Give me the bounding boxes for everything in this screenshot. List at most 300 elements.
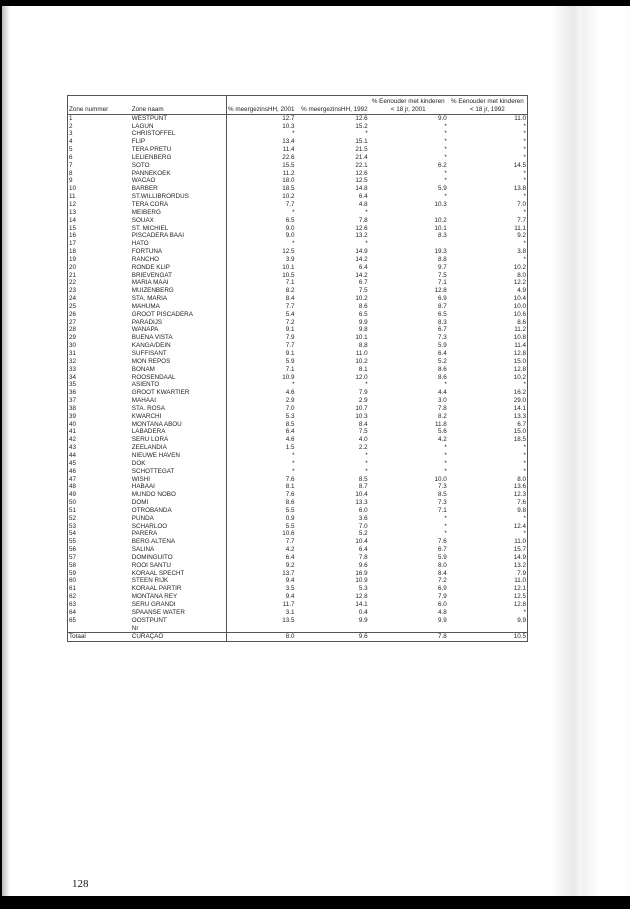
cell-meergezins-1992: 10.7 xyxy=(355,404,368,412)
cell-meergezins-2001: 1.5 xyxy=(285,444,295,452)
header-zone-naam: Zone naam xyxy=(131,96,226,115)
cell-eenouder-2001: * xyxy=(444,530,447,538)
cell-meergezins-1992: 10.3 xyxy=(355,412,368,420)
cell-meergezins-2001: 13.4 xyxy=(282,138,295,146)
cell-eenouder-2001: 7.1 xyxy=(438,279,447,287)
cell-zone-name: ZEELANDIA xyxy=(131,444,226,452)
cell-eenouder-2001: * xyxy=(444,459,447,467)
cell-eenouder-1992: * xyxy=(523,530,526,538)
cell-eenouder-2001: 6.2 xyxy=(438,161,447,169)
cell-meergezins-2001: 0.9 xyxy=(285,514,295,522)
header-eenouder-1992-line1: % Eenouder met kinderen xyxy=(450,98,524,105)
table-row xyxy=(68,625,528,633)
table-row xyxy=(68,366,528,374)
cell-meergezins-2001: 4.6 xyxy=(285,389,295,397)
cell-eenouder-2001: 9.0 xyxy=(438,114,447,122)
table-row xyxy=(68,311,528,319)
cell-zone-name: LABADERA xyxy=(131,428,226,436)
cell-zone-name: BUENA VISTA xyxy=(131,334,226,342)
header-meergezins-1992: % meergezinsHH, 1992 xyxy=(296,96,369,115)
cell-eenouder-1992: * xyxy=(523,122,526,130)
table-row xyxy=(68,154,528,162)
page-edge-strip xyxy=(582,6,630,896)
cell-zone-name: SALINA xyxy=(131,546,226,554)
cell-zone-name: TERA PRETU xyxy=(131,146,226,154)
cell-zone-name: KANGA/DEIN xyxy=(131,342,226,350)
page-shadow-right xyxy=(552,6,582,896)
cell-zone-name: BERG ALTENA xyxy=(131,538,226,546)
table-row xyxy=(68,185,528,193)
cell-zone-number: 43 xyxy=(69,444,77,452)
cell-meergezins-2001: 13.7 xyxy=(282,569,295,577)
cell-eenouder-1992: 14.9 xyxy=(513,553,526,561)
cell-meergezins-1992: 8.6 xyxy=(358,302,368,310)
cell-eenouder-1992: * xyxy=(523,240,526,248)
cell-eenouder-1992: 13.2 xyxy=(513,561,526,569)
cell-meergezins-2001: 7.6 xyxy=(285,475,295,483)
cell-eenouder-1992: 9.2 xyxy=(517,232,526,240)
cell-eenouder-1992: 18.5 xyxy=(513,436,526,444)
cell-zone-name: DOK xyxy=(131,460,226,468)
cell-meergezins-2001: 11.2 xyxy=(282,169,295,177)
cell-zone-name: PARERA xyxy=(131,530,226,538)
cell-eenouder-2001: 7.8 xyxy=(438,404,447,412)
cell-meergezins-1992: 21.4 xyxy=(355,153,368,161)
cell-eenouder-2001 xyxy=(369,240,448,248)
cell-eenouder-1992: 13.3 xyxy=(513,412,526,420)
cell-zone-number: 32 xyxy=(69,357,77,365)
cell-zone-number: 31 xyxy=(69,350,77,357)
cell-meergezins-1992: 11.0 xyxy=(355,350,368,357)
cell-zone-number: 30 xyxy=(69,342,77,350)
cell-eenouder-2001: 8.3 xyxy=(438,232,447,240)
cell-zone-name: WISHI xyxy=(131,476,226,484)
cell-meergezins-1992: 5.3 xyxy=(358,585,368,593)
header-eenouder-1992-line2: < 18 jr, 1992 xyxy=(469,105,505,113)
table-row xyxy=(68,421,528,429)
table-row xyxy=(68,389,528,397)
cell-eenouder-2001: * xyxy=(444,169,447,177)
cell-zone-name: MON REPOS xyxy=(131,358,226,366)
total-v3: 7.8 xyxy=(369,633,448,642)
header-meergezins-2001: % meergezinsHH, 2001 xyxy=(226,96,295,115)
cell-zone-number: 38 xyxy=(69,404,77,412)
cell-meergezins-1992: 14.2 xyxy=(355,271,368,279)
cell-eenouder-2001 xyxy=(369,625,448,633)
cell-meergezins-1992: 14.2 xyxy=(355,255,368,263)
cell-zone-number: 28 xyxy=(69,326,77,334)
cell-eenouder-2001 xyxy=(369,209,448,217)
cell-meergezins-2001: 11.7 xyxy=(282,601,295,608)
cell-eenouder-2001: * xyxy=(444,153,447,161)
cell-zone-number: 33 xyxy=(69,365,77,373)
cell-meergezins-1992: 12.0 xyxy=(355,373,368,381)
cell-eenouder-2001: 7.6 xyxy=(438,538,447,546)
cell-zone-name: SERU LORA xyxy=(131,436,226,444)
cell-meergezins-1992: 6.4 xyxy=(358,546,368,554)
cell-zone-number: 4 xyxy=(69,138,73,146)
table-row xyxy=(68,468,528,476)
cell-zone-name: OOSTPUNT xyxy=(131,617,226,625)
cell-meergezins-2001: 15.5 xyxy=(282,161,295,169)
table-row xyxy=(68,114,528,122)
cell-eenouder-2001: 11.8 xyxy=(435,420,447,428)
cell-eenouder-1992 xyxy=(448,625,528,633)
page-shadow-left xyxy=(2,6,10,896)
cell-zone-name: TERA CORA xyxy=(131,201,226,209)
cell-eenouder-1992: * xyxy=(523,255,526,263)
cell-eenouder-1992: * xyxy=(523,177,526,185)
table-row xyxy=(68,413,528,421)
cell-eenouder-1992: 10.2 xyxy=(513,263,526,271)
cell-zone-number: 24 xyxy=(69,295,77,303)
cell-eenouder-1992: 12.4 xyxy=(513,522,526,530)
cell-zone-name: BONAM xyxy=(131,366,226,374)
cell-eenouder-1992: * xyxy=(523,444,526,452)
cell-zone-name: SUFFISANT xyxy=(131,350,226,358)
cell-meergezins-1992: * xyxy=(365,451,368,459)
cell-zone-number: 26 xyxy=(69,310,77,318)
total-label: Totaal xyxy=(68,633,131,642)
cell-zone-number: 55 xyxy=(69,538,77,546)
cell-eenouder-1992: * xyxy=(523,193,526,201)
cell-zone-number: 42 xyxy=(69,436,77,444)
cell-eenouder-2001: 5.6 xyxy=(438,428,447,436)
cell-eenouder-2001: * xyxy=(444,177,447,185)
cell-eenouder-1992: 12.5 xyxy=(513,593,526,601)
cell-zone-name: FLIP xyxy=(131,138,226,146)
table-row xyxy=(68,405,528,413)
cell-zone-name: Nr xyxy=(131,625,226,633)
cell-meergezins-1992: 15.1 xyxy=(355,138,368,146)
cell-zone-number: 37 xyxy=(69,397,77,405)
cell-zone-number: 14 xyxy=(69,216,77,224)
cell-eenouder-2001: * xyxy=(444,451,447,459)
cell-eenouder-1992: 3.8 xyxy=(517,248,526,256)
cell-meergezins-2001: 13.5 xyxy=(282,616,295,624)
cell-zone-number: 51 xyxy=(69,506,77,514)
page-number: 128 xyxy=(72,878,89,890)
cell-meergezins-1992: 12.8 xyxy=(355,593,368,601)
cell-zone-name: MUIZENBERG xyxy=(131,287,226,295)
table-row xyxy=(68,374,528,382)
table-row xyxy=(68,381,528,389)
cell-zone-number: 6 xyxy=(69,153,73,161)
cell-eenouder-2001: 4.8 xyxy=(438,608,447,616)
table-row xyxy=(68,499,528,507)
cell-eenouder-2001: 12.8 xyxy=(434,287,447,295)
cell-meergezins-1992: 6.4 xyxy=(358,193,368,201)
cell-eenouder-1992: * xyxy=(523,451,526,459)
table-row xyxy=(68,609,528,617)
table-row xyxy=(68,538,528,546)
cell-eenouder-2001: * xyxy=(444,193,447,201)
cell-meergezins-2001: 9.1 xyxy=(285,350,295,357)
table-row xyxy=(68,334,528,342)
cell-zone-name: BARBER xyxy=(131,185,226,193)
cell-meergezins-2001: * xyxy=(292,467,295,475)
cell-zone-number: 65 xyxy=(69,616,77,624)
cell-zone-name: SOTO xyxy=(131,162,226,170)
table-row xyxy=(68,130,528,138)
cell-eenouder-1992: * xyxy=(523,169,526,177)
cell-eenouder-2001: 9.9 xyxy=(438,616,447,624)
cell-meergezins-2001: 6.5 xyxy=(285,216,295,224)
cell-meergezins-2001: 7.7 xyxy=(285,538,295,546)
cell-zone-name: SPAANSE WATER xyxy=(131,609,226,617)
cell-meergezins-2001: 18.0 xyxy=(282,177,295,185)
cell-eenouder-1992: 14.5 xyxy=(513,161,526,169)
cell-eenouder-1992: 8.0 xyxy=(517,475,526,483)
cell-eenouder-1992: * xyxy=(523,459,526,467)
cell-eenouder-1992: 14.1 xyxy=(513,404,526,412)
cell-eenouder-1992: 7.9 xyxy=(517,569,526,577)
cell-eenouder-1992: 10.2 xyxy=(513,373,526,381)
cell-eenouder-2001: * xyxy=(444,522,447,530)
table-header-row xyxy=(68,96,528,115)
table-row xyxy=(68,460,528,468)
table-row xyxy=(68,342,528,350)
cell-zone-number: 63 xyxy=(69,601,77,608)
cell-zone-number: 19 xyxy=(69,255,77,263)
cell-eenouder-2001: 5.9 xyxy=(438,185,447,193)
cell-eenouder-1992: 12.3 xyxy=(513,491,526,499)
cell-zone-number: 15 xyxy=(69,224,77,232)
cell-zone-name: FORTUNA xyxy=(131,248,226,256)
cell-zone-number: 22 xyxy=(69,279,77,287)
table-row xyxy=(68,177,528,185)
cell-eenouder-1992: 29.0 xyxy=(513,397,526,405)
table-row xyxy=(68,436,528,444)
cell-zone-number: 23 xyxy=(69,287,77,295)
cell-eenouder-1992: 13.8 xyxy=(513,185,526,193)
table-row xyxy=(68,279,528,287)
table-row xyxy=(68,546,528,554)
cell-meergezins-2001: 7.1 xyxy=(285,365,295,373)
cell-meergezins-1992: 9.8 xyxy=(358,326,368,334)
cell-meergezins-2001: 22.6 xyxy=(282,153,295,161)
table-row xyxy=(68,601,528,609)
cell-zone-number: 41 xyxy=(69,428,77,436)
cell-meergezins-1992: 15.2 xyxy=(355,122,368,130)
cell-eenouder-1992: 15.0 xyxy=(513,357,526,365)
cell-eenouder-2001: 8.4 xyxy=(438,569,447,577)
total-name: CURAÇAO xyxy=(131,633,226,642)
cell-meergezins-1992: 9.9 xyxy=(358,616,368,624)
cell-eenouder-2001: 7.1 xyxy=(438,506,447,514)
cell-eenouder-1992: * xyxy=(523,381,526,389)
table-total-row xyxy=(68,633,528,642)
cell-zone-number: 44 xyxy=(69,451,77,459)
cell-meergezins-2001: 7.9 xyxy=(285,334,295,342)
cell-zone-number: 36 xyxy=(69,389,77,397)
cell-zone-number: 39 xyxy=(69,412,77,420)
cell-meergezins-2001: 7.0 xyxy=(285,404,295,412)
cell-eenouder-1992: 4.9 xyxy=(517,287,526,295)
cell-eenouder-1992: 11.0 xyxy=(514,577,526,585)
cell-zone-name: ROOSENDAAL xyxy=(131,374,226,382)
cell-zone-number: 62 xyxy=(69,593,77,601)
cell-meergezins-2001 xyxy=(226,625,295,633)
table-row xyxy=(68,617,528,625)
cell-zone-name: SERU GRANDI xyxy=(131,601,226,609)
cell-zone-name: ST.WILLIBRORDUS xyxy=(131,193,226,201)
cell-eenouder-1992: 11.0 xyxy=(514,114,526,122)
table-row xyxy=(68,585,528,593)
table-row xyxy=(68,225,528,233)
cell-meergezins-1992: * xyxy=(365,467,368,475)
cell-eenouder-2001: 8.2 xyxy=(438,412,447,420)
cell-zone-number: 3 xyxy=(69,130,73,138)
cell-eenouder-2001: 8.8 xyxy=(438,255,447,263)
cell-zone-number: 25 xyxy=(69,302,77,310)
cell-zone-name: BRIEVENGAT xyxy=(131,272,226,280)
cell-zone-name: MAHAAI xyxy=(131,397,226,405)
header-eenouder-1992 xyxy=(448,96,528,115)
cell-meergezins-2001: 10.9 xyxy=(282,373,295,381)
cell-eenouder-2001: 4.4 xyxy=(438,389,447,397)
cell-meergezins-1992: 10.2 xyxy=(355,357,368,365)
cell-zone-name: WANAPA xyxy=(131,326,226,334)
cell-zone-name: HABAAI xyxy=(131,483,226,491)
cell-meergezins-1992: 7.5 xyxy=(358,428,368,436)
table-row xyxy=(68,162,528,170)
table-row xyxy=(68,523,528,531)
cell-zone-number: 46 xyxy=(69,467,77,475)
cell-eenouder-2001: 8.6 xyxy=(438,365,447,373)
cell-eenouder-1992: * xyxy=(523,208,526,216)
table-row xyxy=(68,232,528,240)
cell-eenouder-1992: 12.8 xyxy=(513,601,526,608)
cell-eenouder-1992: 10.4 xyxy=(513,295,526,303)
cell-eenouder-2001: 6.0 xyxy=(438,601,447,608)
cell-eenouder-2001: 8.6 xyxy=(438,373,447,381)
cell-eenouder-2001: 9.7 xyxy=(438,263,447,271)
cell-meergezins-2001: 6.4 xyxy=(285,428,295,436)
cell-meergezins-1992: 5.2 xyxy=(358,530,368,538)
cell-eenouder-1992: 9.9 xyxy=(517,616,526,624)
cell-meergezins-2001: 3.5 xyxy=(285,585,295,593)
table-row xyxy=(68,138,528,146)
cell-eenouder-2001: 8.7 xyxy=(438,302,447,310)
cell-zone-number: 13 xyxy=(69,208,77,216)
cell-eenouder-1992: 16.2 xyxy=(513,389,526,397)
cell-eenouder-2001: * xyxy=(444,467,447,475)
table-row xyxy=(68,476,528,484)
cell-zone-name: LAGUN xyxy=(131,123,226,131)
cell-meergezins-1992: 6.4 xyxy=(358,263,368,271)
cell-zone-number: 45 xyxy=(69,459,77,467)
cell-meergezins-2001: 11.4 xyxy=(282,146,295,154)
cell-zone-name: LELIENBERG xyxy=(131,154,226,162)
cell-zone-number: 17 xyxy=(69,240,77,248)
cell-zone-number: 34 xyxy=(69,373,77,381)
cell-zone-name: NIEUWE HAVEN xyxy=(131,452,226,460)
cell-eenouder-1992: 11.4 xyxy=(514,342,526,350)
cell-eenouder-1992: 11.1 xyxy=(514,224,526,232)
cell-zone-number: 29 xyxy=(69,334,77,342)
cell-meergezins-1992: 7.8 xyxy=(358,216,368,224)
cell-meergezins-1992: 10.4 xyxy=(355,538,368,546)
cell-zone-name: ASIENTO xyxy=(131,381,226,389)
cell-meergezins-2001: * xyxy=(292,381,295,389)
cell-meergezins-2001: 5.5 xyxy=(285,506,295,514)
cell-meergezins-1992: 8.7 xyxy=(358,483,368,491)
table-row xyxy=(68,577,528,585)
cell-meergezins-2001: 5.3 xyxy=(285,412,295,420)
total-v2: 9.6 xyxy=(296,633,369,642)
cell-eenouder-2001: * xyxy=(444,130,447,138)
cell-eenouder-2001: 8.5 xyxy=(438,491,447,499)
cell-eenouder-1992: 9.8 xyxy=(517,506,526,514)
cell-eenouder-1992: 12.1 xyxy=(513,585,526,593)
cell-eenouder-2001: 19.3 xyxy=(434,248,447,256)
cell-zone-number: 21 xyxy=(69,271,77,279)
cell-meergezins-1992: 9.9 xyxy=(358,318,368,326)
cell-eenouder-2001: * xyxy=(444,146,447,154)
cell-meergezins-1992: * xyxy=(365,208,368,216)
cell-meergezins-2001: * xyxy=(292,240,295,248)
cell-eenouder-1992: * xyxy=(523,608,526,616)
table-row xyxy=(68,248,528,256)
cell-meergezins-2001: * xyxy=(292,459,295,467)
total-v1: 8.0 xyxy=(226,633,295,642)
table-row xyxy=(68,483,528,491)
cell-zone-number: 16 xyxy=(69,232,77,240)
cell-zone-number: 7 xyxy=(69,161,73,169)
cell-eenouder-1992: 10.8 xyxy=(513,334,526,342)
cell-zone-number: 56 xyxy=(69,546,77,554)
table-row xyxy=(68,264,528,272)
table-row xyxy=(68,209,528,217)
cell-zone-name: GROOT PISCADERA xyxy=(131,311,226,319)
cell-eenouder-1992: 15.7 xyxy=(513,546,526,554)
cell-eenouder-1992: * xyxy=(523,467,526,475)
table-row xyxy=(68,428,528,436)
cell-zone-name: HATO xyxy=(131,240,226,248)
cell-meergezins-1992: 12.6 xyxy=(355,114,368,122)
cell-meergezins-1992: 12.6 xyxy=(355,224,368,232)
cell-eenouder-2001: 6.7 xyxy=(438,546,447,554)
cell-meergezins-1992: 12.5 xyxy=(355,177,368,185)
cell-zone-number: 40 xyxy=(69,420,77,428)
cell-zone-number: 27 xyxy=(69,318,77,326)
table-row xyxy=(68,240,528,248)
table-row xyxy=(68,272,528,280)
cell-eenouder-1992: * xyxy=(523,138,526,146)
cell-zone-number: 60 xyxy=(69,577,77,585)
table-row xyxy=(68,507,528,515)
cell-zone-number: 2 xyxy=(69,122,73,130)
cell-eenouder-1992: * xyxy=(523,153,526,161)
cell-zone-name: MUNDO NOBO xyxy=(131,491,226,499)
cell-meergezins-2001: 10.6 xyxy=(282,530,295,538)
cell-eenouder-2001: 10.0 xyxy=(434,475,447,483)
cell-meergezins-2001: 7.2 xyxy=(285,318,295,326)
cell-zone-name: ROOI SANTU xyxy=(131,562,226,570)
cell-meergezins-2001: * xyxy=(292,208,295,216)
cell-eenouder-1992: 11.0 xyxy=(514,538,526,546)
table-row xyxy=(68,444,528,452)
cell-eenouder-1992: 12.2 xyxy=(513,279,526,287)
cell-meergezins-2001: 3.9 xyxy=(285,255,295,263)
cell-eenouder-2001: 8.3 xyxy=(438,318,447,326)
cell-eenouder-1992: 8.6 xyxy=(517,318,526,326)
cell-meergezins-1992: * xyxy=(365,459,368,467)
cell-zone-name: MEIBERG xyxy=(131,209,226,217)
cell-eenouder-2001: * xyxy=(444,138,447,146)
cell-meergezins-1992: * xyxy=(365,381,368,389)
